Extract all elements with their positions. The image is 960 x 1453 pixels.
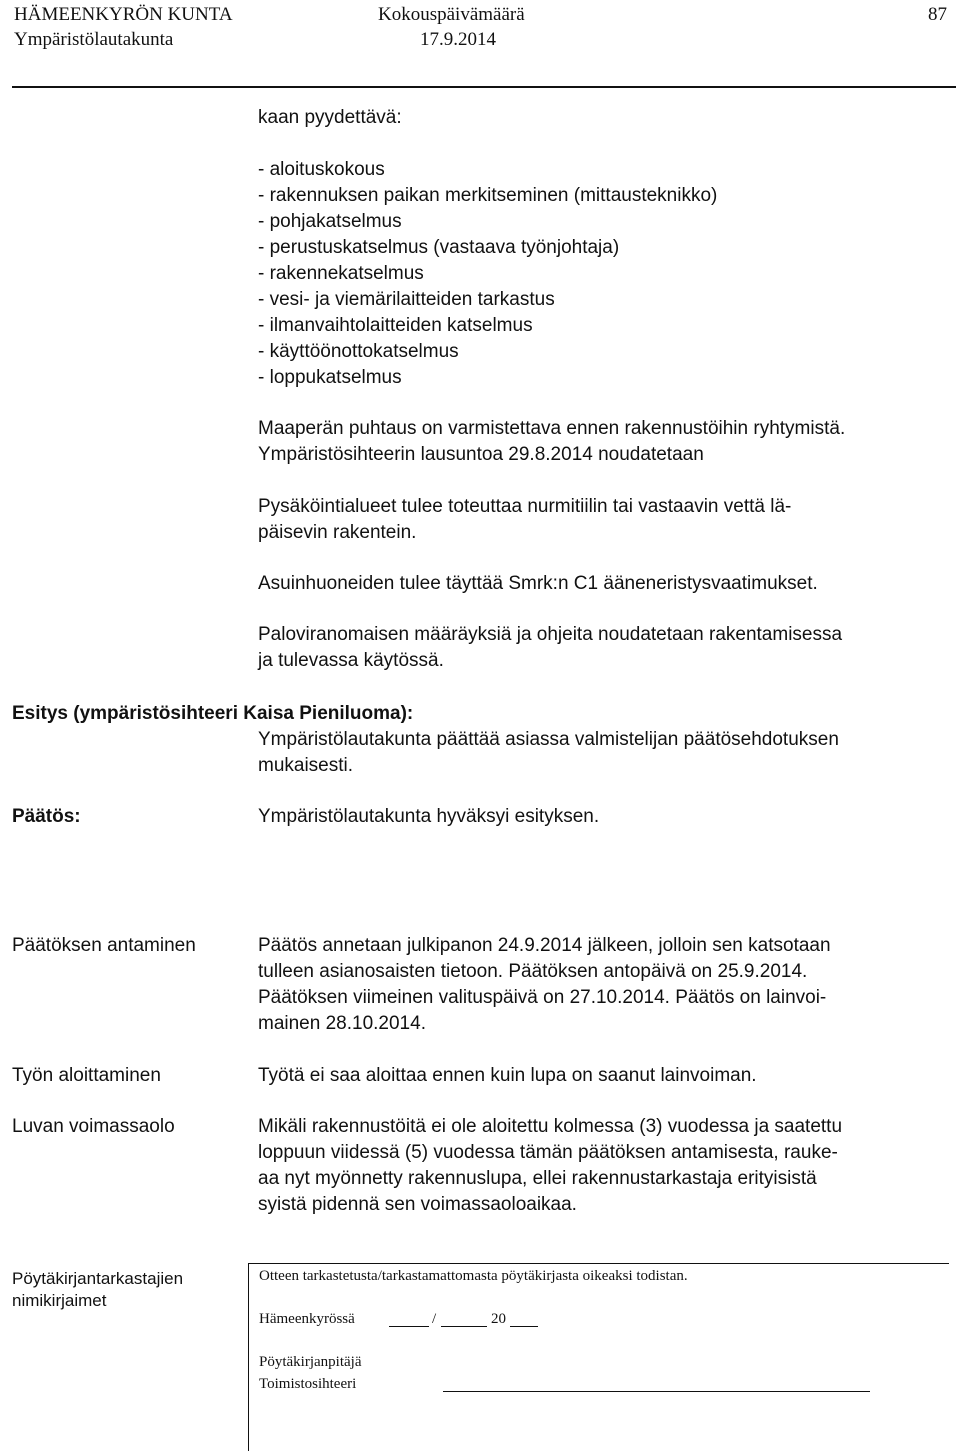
parking-paragraph: Pysäköintialueet tulee toteuttaa nurmitiilin tai vastaavin vettä lä- päisevin rakentein.	[258, 496, 792, 543]
year-line	[510, 1326, 538, 1327]
month-line	[441, 1326, 487, 1327]
office-secretary-title: Toimistosihteeri	[259, 1376, 357, 1392]
decision-text: Ympäristölautakunta hyväksyi esityksen.	[258, 806, 600, 827]
list-item: - ilmanvaihtolaitteiden katselmus	[258, 315, 533, 336]
committee-name: Ympäristölautakunta	[14, 29, 174, 50]
sound-paragraph: Asuinhuoneiden tulee täyttää Smrk:n C1 ääneneristysvaatimukset.	[258, 573, 818, 594]
issuance-text: Päätös annetaan julkipanon 24.9.2014 jälkeen, jolloin sen katsotaan tulleen asianosaisten tietoon. Päätöksen antopäivä on 25.9.2014. Päätöksen viimeinen valituspäivä on 27.10.2014. Päätös on lainvoi- mainen 28.10.2014.	[258, 935, 831, 1034]
date-separator: /	[432, 1311, 437, 1327]
list-item: - pohjakatselmus	[258, 211, 402, 232]
decision-label: Päätös:	[12, 806, 81, 827]
proposal-text: Ympäristölautakunta päättää asiassa valmistelijan päätösehdotuksen mukaisesti.	[258, 729, 839, 776]
soil-paragraph: Maaperän puhtaus on varmistettava ennen rakennustöihin ryhtymistä. Ympäristösihteerin lausuntoa 29.8.2014 noudatetaan	[258, 418, 846, 465]
permit-validity-label: Luvan voimassaolo	[12, 1116, 175, 1137]
list-item: - loppukatselmus	[258, 367, 402, 388]
year-prefix: 20	[491, 1311, 506, 1327]
start-of-work-label: Työn aloittaminen	[12, 1065, 161, 1086]
list-item: - käyttöönottokatselmus	[258, 341, 459, 362]
minutes-keeper-label: Pöytäkirjanpitäjä	[259, 1354, 362, 1370]
start-of-work-text: Työtä ei saa aloittaa ennen kuin lupa on saanut lainvoiman.	[258, 1065, 757, 1086]
initials-label: Pöytäkirjantarkastajien nimikirjaimet	[12, 1269, 184, 1310]
list-item: - perustuskatselmus (vastaava työnjohtaja)	[258, 237, 620, 258]
day-line	[389, 1326, 429, 1327]
issuance-label: Päätöksen antaminen	[12, 935, 196, 956]
permit-validity-text: Mikäli rakennustöitä ei ole aloitettu kolmessa (3) vuodessa ja saatettu loppuun viidessä (5) vuodessa tämän päätöksen antamisesta, raukе- aa nyt myönnetty rakennuslupa, ellei rakennustarkastaja erityisistä syistä pidennä sen voimassaoloaikaa.	[258, 1116, 843, 1215]
inspection-list	[258, 157, 948, 391]
proposal-heading: Esitys (ympäristösihteeri Kaisa Pieniluoma):	[12, 703, 414, 724]
meeting-date: 17.9.2014	[420, 29, 496, 50]
page-number: 87	[928, 4, 947, 25]
fire-paragraph: Paloviranomaisen määräyksiä ja ohjeita noudatetaan rakentamisessa ja tulevassa käytössä.	[258, 624, 843, 671]
list-item: - aloituskokous	[258, 159, 385, 180]
list-item: - rakennuksen paikan merkitseminen (mittausteknikko)	[258, 185, 718, 206]
list-item: - vesi- ja viemärilaitteiden tarkastus	[258, 289, 555, 310]
signature-line	[443, 1391, 870, 1392]
place-label: Hämeenkyrössä	[259, 1311, 355, 1327]
header-rule	[12, 86, 956, 88]
municipality-name: HÄMEENKYRÖN KUNTA	[14, 4, 233, 25]
certification-text: Otteen tarkastetusta/tarkastamattomasta pöytäkirjasta oikeaksi todistan.	[259, 1268, 688, 1284]
intro-text: kaan pyydettävä:	[258, 107, 402, 128]
list-item: - rakennekatselmus	[258, 263, 424, 284]
meeting-date-label: Kokouspäivämäärä	[378, 4, 525, 25]
